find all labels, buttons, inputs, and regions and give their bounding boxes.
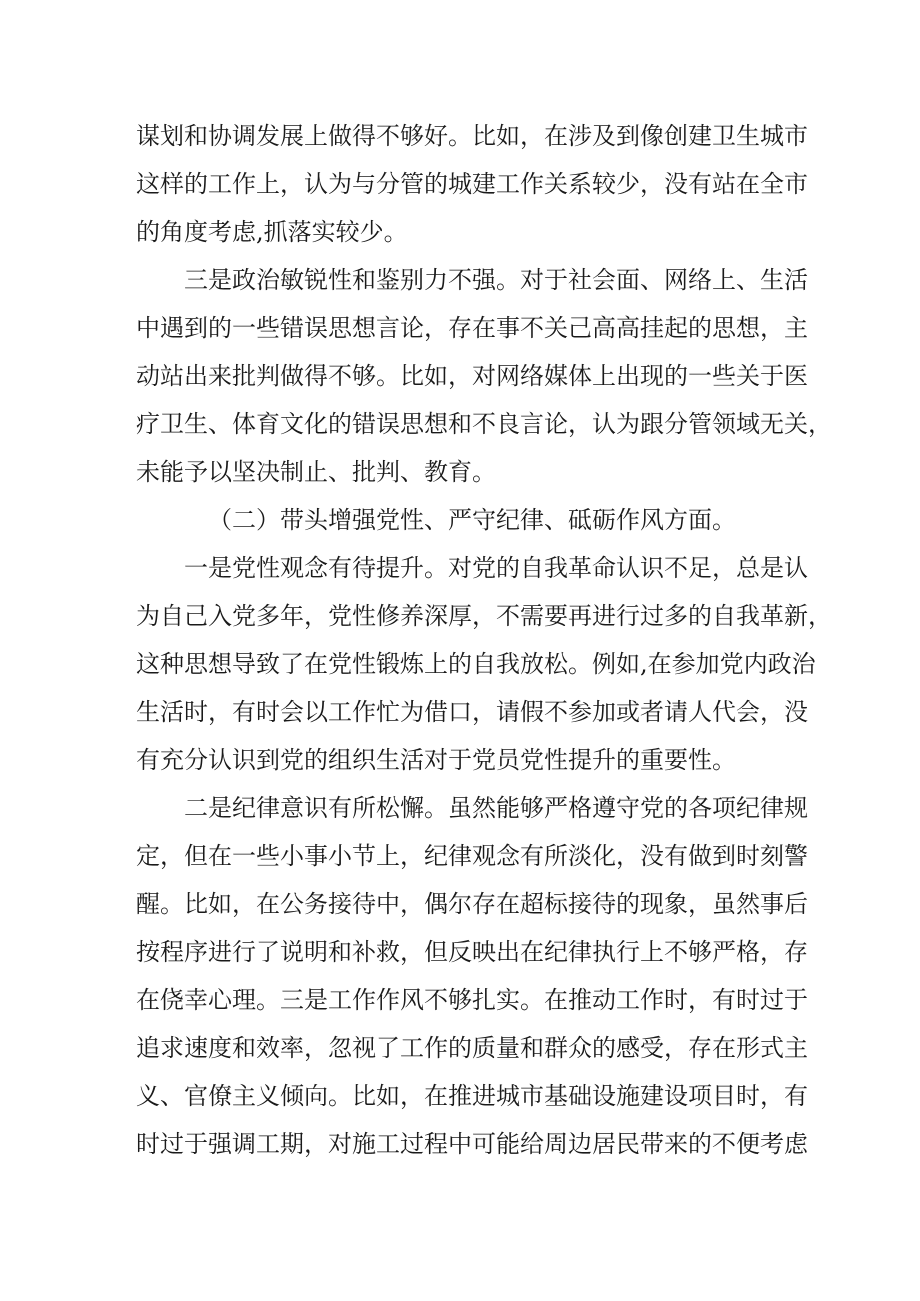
text-line: 这样的工作上，认为与分管的城建工作关系较少，没有站在全市 xyxy=(136,170,808,198)
paragraph-first-line: 三是政治敏锐性和鉴别力不强。对于社会面、网络上、生活 xyxy=(184,266,808,294)
text-line: 义、官僚主义倾向。比如，在推进城市基础设施建设项目时，有 xyxy=(136,1082,808,1110)
section-heading: （二）带头增强党性、严守纪律、砥砺作风方面。 xyxy=(208,506,736,534)
text-line: 疗卫生、体育文化的错误思想和不良言论，认为跟分管领域无关， xyxy=(136,410,832,438)
text-line: 谋划和协调发展上做得不够好。比如，在涉及到像创建卫生城市 xyxy=(136,122,808,150)
text-line: 在侥幸心理。三是工作作风不够扎实。在推动工作时，有时过于 xyxy=(136,986,808,1014)
text-line: 中遇到的一些错误思想言论，存在事不关己高高挂起的思想，主 xyxy=(136,314,808,342)
text-line: 生活时，有时会以工作忙为借口，请假不参加或者请人代会，没 xyxy=(136,698,808,726)
text-line: 的角度考虑,抓落实较少。 xyxy=(136,218,408,246)
paragraph-first-line: 一是党性观念有待提升。对党的自我革命认识不足，总是认 xyxy=(184,554,808,582)
text-line: 动站出来批判做得不够。比如，对网络媒体上出现的一些关于医 xyxy=(136,362,808,390)
text-line: 按程序进行了说明和补救，但反映出在纪律执行上不够严格，存 xyxy=(136,938,808,966)
text-line: 定，但在一些小事小节上，纪律观念有所淡化，没有做到时刻警 xyxy=(136,842,808,870)
document-body xyxy=(136,112,832,1168)
text-line: 为自己入党多年，党性修养深厚，不需要再进行过多的自我革新， xyxy=(136,602,832,630)
text-line: 时过于强调工期，对施工过程中可能给周边居民带来的不便考虑 xyxy=(136,1130,808,1158)
text-line: 这种思想导致了在党性锻炼上的自我放松。例如,在参加党内政治 xyxy=(136,650,816,678)
paragraph-first-line: 二是纪律意识有所松懈。虽然能够严格遵守党的各项纪律规 xyxy=(184,794,808,822)
text-line: 追求速度和效率，忽视了工作的质量和群众的感受，存在形式主 xyxy=(136,1034,808,1062)
text-line: 有充分认识到党的组织生活对于党员党性提升的重要性。 xyxy=(136,746,736,774)
text-line: 未能予以坚决制止、批判、教育。 xyxy=(136,458,496,486)
text-line: 醒。比如，在公务接待中，偶尔存在超标接待的现象，虽然事后 xyxy=(136,890,808,918)
